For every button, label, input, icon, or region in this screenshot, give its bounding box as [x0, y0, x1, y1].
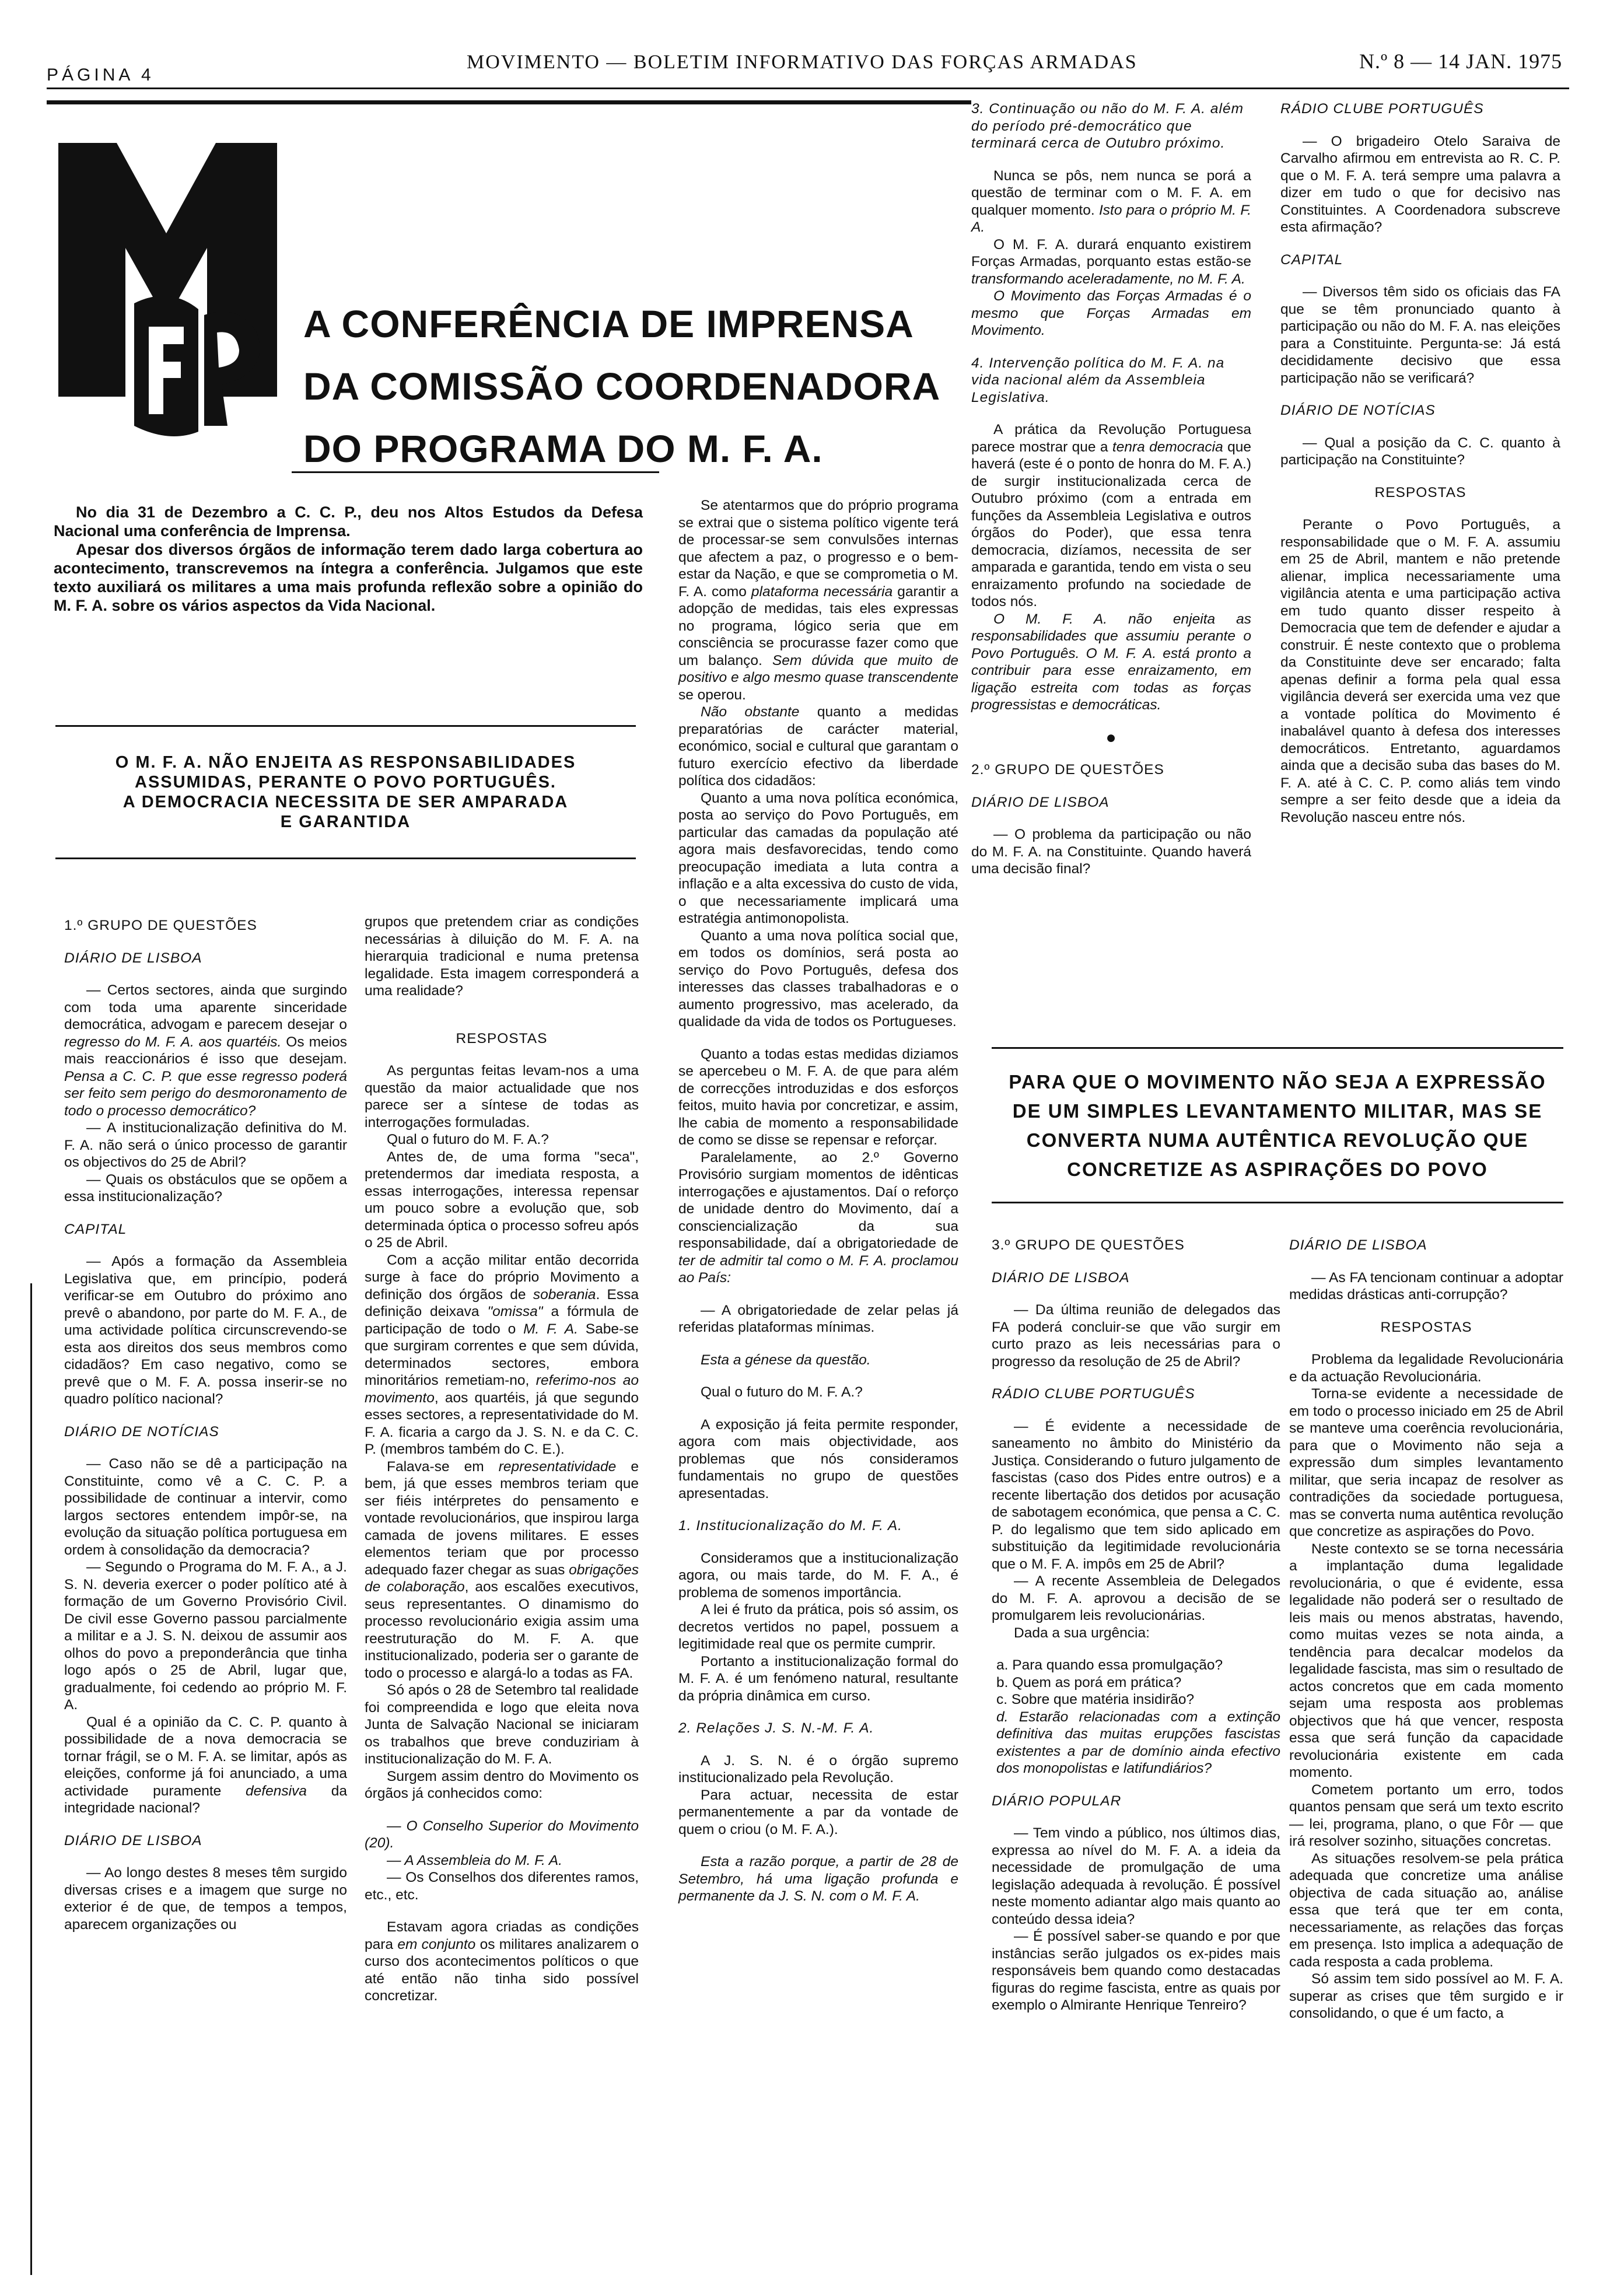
- text-run: A prática da Revolução Portuguesa parece mostrar que a: [971, 422, 1251, 455]
- source-diario-de-noticias: DIÁRIO DE NOTÍCIAS: [1280, 402, 1436, 418]
- question-paragraph: — A institucionalização definitiva do M. F. A. não será o único processo de garantir os objectivos do 25 de Abril?: [64, 1120, 347, 1170]
- lead-paragraph-2: Apesar dos diversos órgãos de informação terem dado larga cobertura ao acontecimento, transcrevemos na íntegra a conferência. Julgamos que este texto auxiliará os militares a uma mais profunda reflexão sobre a opinião do M. F. A. sobre os vários aspectos da Vida Nacional.: [54, 541, 643, 614]
- source-radio-clube-portugues: RÁDIO CLUBE PORTUGUÊS: [1280, 101, 1484, 117]
- answer-paragraph: Portanto a institucionalização formal do M. F. A. é um fenómeno natural, resultante da própria dinâmica em curso.: [678, 1653, 958, 1704]
- text-run: que haverá (este é o ponto de honra do M. F. A.) de surgir institucionalizada cerca de Outubro próximo (com a entrada em funções da Assembleia Legislativa e outros órgãos do Poder), que essa tenra democracia, dizíamos, necessita de ser amparada e garantida, tendo em vista o seu enraizamento profundo na sociedade de todos nós.: [971, 439, 1251, 610]
- text-run: Nunca se pôs, nem nunca se porá a questão de terminar com o M. F. A. em qualquer momento.: [971, 167, 1251, 218]
- text-run: Sabe-se que surgiram correntes e que sem dúvida, determinados sectores, embora minoritários remetiam-no,: [365, 1321, 639, 1388]
- question-paragraph: — É evidente a necessidade de saneamento no âmbito do Ministério da Justiça. Considerando o futuro julgamento de fascistas (caso dos Pides entre outros) e a recente libertação dos detidos por acusação de sabotagem económica, que pensa a C. C. P. do legalismo que tem sido aplicado em substituição da legitimidade revolucionária que o M. F. A. impôs em 25 de Abril?: [992, 1418, 1280, 1572]
- text-run-italic: tenra democracia: [1112, 439, 1223, 455]
- text-run: Se atentarmos que do próprio programa se extrai que o sistema político vigente terá de processar-se sem convulsões internas que afectem a paz, o progresso e o bem-estar da Nação, e que se comprometia o M. F. A. como: [678, 498, 958, 600]
- answer-paragraph: Quanto a uma nova política económica, posta ao serviço do Povo Português, em particular das camadas da população até agora mais desfavorecidas, tendo como preocupação imediata a luta contra a inflação e a alta excessiva do custo de vida, o que necessariamente implicará uma estratégia antimonopolista.: [678, 790, 958, 926]
- list-item: — O Conselho Superior do Movimento (20).: [365, 1818, 639, 1851]
- title-under-rule: [292, 471, 659, 473]
- text-run-italic: Isto para o próprio M. F. A.: [971, 202, 1252, 235]
- answer-paragraph: Neste contexto se se torna necessária a implantação duma legalidade revolucionária, o que é evidente, essa legalidade não poderá ser o resultado de leis mais ou menos abstratas, havendo, como muitas vezes se nota ainda, a tendência para decalcar modelos da legalidade fascista, mas sim o resultado de actos concretos que em cada momento sejam uma resposta aos problemas objectivos que há que vencer, resposta essa que será função da capacidade revolucionária existente em cada momento.: [1289, 1541, 1563, 1780]
- answer-paragraph: Cometem portanto um erro, todos quantos pensam que será um texto escrito — lei, programa, plano, o que Fôr — que irá resolver sozinho, situações concretas.: [1289, 1782, 1563, 1849]
- responses-heading: RESPOSTAS: [1374, 484, 1466, 501]
- masthead-rule: [47, 88, 1569, 89]
- text-run: Falava-se em: [387, 1458, 499, 1475]
- list-item: b. Quem as porá em prática?: [996, 1674, 1182, 1690]
- left-border-line: [30, 1283, 32, 2275]
- text-run: Qual é a opinião da C. C. P. quanto à possibilidade de a nova democracia se tornar frágil, se o M. F. A. se limitar, após as eleições, conforme já foi anunciado, a uma actividade puramente: [64, 1714, 347, 1799]
- answer-paragraph: Torna-se evidente a necessidade de em todo o processo iniciado em 25 de Abril se manteve uma coerência revolucionária, para que o Movimento não seja a expressão dum simples levantamento militar, que seria incapaz de resolver as contradições da sociedade portuguesa, mas se converta numa autêntica revolução que concretize as aspirações do Povo.: [1289, 1386, 1563, 1539]
- text-run: , aos quartéis, já que segundo esses sectores, a representatividade do M. F. A. ficaria a cargo da J. S. N. e da C. C. P. (membros também do C. E.).: [365, 1390, 639, 1457]
- text-run-italic: transformando aceleradamente, no M. F. A.: [971, 271, 1245, 287]
- question-paragraph: — Quais os obstáculos que se opõem a essa institucionalização?: [64, 1171, 347, 1205]
- highlight-line-1: PARA QUE O MOVIMENTO NÃO SEJA A EXPRESSÃO: [1009, 1071, 1546, 1093]
- section-heading: 4. Intervenção política do M. F. A. na vida nacional além da Assembleia Legislativa.: [971, 355, 1225, 405]
- answer-paragraph: Antes de, de uma forma "seca", pretendermos dar imediata resposta, a essas interrogações, interessa repensar um pouco sobre a evolução que, sob determinada óptica o processo sofreu após o 25 de Abril.: [365, 1149, 639, 1251]
- question-paragraph: — Ao longo destes 8 meses têm surgido diversas crises e a imagem que surge no exterior é de que, de tempos a tempos, aparecem organizações ou: [64, 1865, 347, 1933]
- answer-paragraph: [971, 236, 1251, 288]
- source-diario-popular: DIÁRIO POPULAR: [992, 1793, 1122, 1809]
- answer-paragraph: Problema da legalidade Revolucionária e da actuação Revolucionária.: [1289, 1352, 1563, 1385]
- source-diario-de-lisboa: DIÁRIO DE LISBOA: [971, 794, 1110, 810]
- lead-divider-top: [55, 725, 636, 727]
- answer-paragraph: O M. F. A. não enjeita as responsabilidades que assumiu perante o Povo Português. O M. F. A. está pronto a contribuir para esse enraizamento, em ligação estreita com todas as forças progressistas e democráticas.: [971, 611, 1251, 713]
- text-run: garantir a adopção de medidas, tais eles expressas no programa, lógico seria que em consciência se procurasse fazer como que um balanço.: [678, 583, 959, 668]
- text-run-italic: regresso do M. F. A. aos quartéis.: [64, 1034, 282, 1050]
- answer-paragraph: Surgem assim dentro do Movimento os órgãos já conhecidos como:: [365, 1768, 639, 1801]
- answer-paragraph: O Movimento das Forças Armadas é o mesmo que Forças Armadas em Movimento.: [971, 288, 1251, 338]
- answer-paragraph: Quanto a uma nova política social que, em todos os domínios, será posta ao serviço do Povo Português, defesa dos interesses das classes trabalhadoras e o aumento progressivo, mas acelerado, da qualidade da vida de todos os Portugueses.: [678, 928, 958, 1030]
- column-5: [1280, 100, 1560, 826]
- source-capital: CAPITAL: [1280, 251, 1343, 268]
- text-run-italic: plataforma necessária: [751, 583, 893, 600]
- text-run: — Certos sectores, ainda que surgindo com toda uma aparente sinceridade democrática, advogam e parecem desejar o: [64, 982, 347, 1032]
- article-title-line-2: DA COMISSÃO COORDENADORA: [303, 365, 941, 408]
- question-paragraph: [64, 982, 347, 1119]
- text-run-italic: "omissa": [487, 1304, 543, 1320]
- answer-paragraph: Perante o Povo Português, a responsabilidade que o M. F. A. assumiu em 25 de Abril, mantem e não pretende alienar, implica necessariamente uma vigilância atenta e uma participação activa em tudo quanto disser respeito à Democracia que tem de defender e ajudar a construir. É neste contexto que o problema da Constituinte deve ser encarado; falta apenas definir a forma pela qual essa vigilância deverá ser exercida uma vez que a vontade política do Movimento é inabalável quanto à defesa dos interesses democráticos. Entretanto, aguardamos ainda que a decisão suba das bases do M. F. A. até à C. C. P. como aliás tem vindo sempre a ser feito desde que a ideia da Revolução nasceu entre nós.: [1280, 517, 1560, 825]
- source-diario-de-lisboa: DIÁRIO DE LISBOA: [1289, 1237, 1427, 1253]
- text-run-italic: soberania: [533, 1286, 596, 1303]
- text-run-italic: Não obstante: [701, 704, 800, 720]
- answer-paragraph: [365, 1919, 639, 2005]
- source-capital: CAPITAL: [64, 1221, 127, 1237]
- answer-paragraph: [971, 167, 1251, 236]
- page-label: PÁGINA 4: [47, 65, 155, 85]
- text-run-italic: M. F. A.: [523, 1321, 578, 1337]
- text-run-italic: defensiva: [246, 1783, 307, 1799]
- publication-title: MOVIMENTO — BOLETIM INFORMATIVO DAS FORÇAS ARMADAS: [467, 51, 1138, 73]
- question-paragraph: — Segundo o Programa do M. F. A., a J. S. N. deveria exercer o poder político até à formação de um Governo Provisório Civil. De civil esse Governo passou parcialmente a militar e a J. S. N. deixou de assumir aos olhos do povo a preponderância que tinha logo após o 25 de Abril, lugar que, gradualmente, foi cedendo ao próprio M. F. A.: [64, 1559, 347, 1713]
- answer-paragraph: Esta a razão porque, a partir de 28 de Setembro, há uma ligação profunda e permanente da J. S. N. com o M. F. A.: [678, 1854, 958, 1904]
- article-subhead: [55, 752, 636, 832]
- subhead-line-4: E GARANTIDA: [280, 813, 411, 831]
- question-paragraph: — As FA tencionam continuar a adoptar medidas drásticas anti-corrupção?: [1289, 1269, 1563, 1303]
- highlight-line-2: DE UM SIMPLES LEVANTAMENTO MILITAR, MAS SE: [1012, 1100, 1543, 1122]
- question-paragraph: — É possível saber-se quando e por que instâncias serão julgados os ex-pides mais responsáveis bem quando como destacadas figuras do regime fascista, entre as quais por exemplo o Almirante Henrique Tenreiro?: [992, 1929, 1280, 2013]
- question-paragraph: — O problema da participação ou não do M. F. A. na Constituinte. Quando haverá uma decisão final?: [971, 827, 1251, 877]
- section-heading: 2. Relações J. S. N.-M. F. A.: [678, 1720, 874, 1736]
- responses-heading: RESPOSTAS: [456, 1030, 548, 1046]
- mfa-logo-graphic: [47, 128, 292, 443]
- highlight-heading: [992, 1068, 1563, 1184]
- question-paragraph: — Tem vindo a público, nos últimos dias, expressa ao nível do M. F. A. a ideia da necessidade de promulgação de uma legislação adequada à revolução. É possível neste momento adiantar algo mais quanto ao conteúdo dessa ideia?: [992, 1825, 1280, 1927]
- text-run: Estavam agora criadas as condições para: [365, 1919, 639, 1952]
- text-run-italic: referimo-nos ao movimento: [365, 1373, 639, 1406]
- article-title-line-1: A CONFERÊNCIA DE IMPRENSA: [303, 302, 914, 345]
- column-6: [992, 1237, 1280, 2014]
- subhead-line-2: ASSUMIDAS, PERANTE O POVO PORTUGUÊS.: [135, 773, 556, 792]
- list-item: — A Assembleia do M. F. A.: [387, 1852, 562, 1868]
- mfa-logo: [47, 128, 292, 443]
- answer-paragraph: Só após o 28 de Setembro tal realidade foi compreendida e logo que eleita nova Junta de Salvação Nacional se iniciaram os trabalhos que breve conduziriam à institucionalização do M. F. A.: [365, 1682, 639, 1767]
- answer-paragraph: Para actuar, necessita de estar permanentemente a par da vontade de quem o criou (o M. F. A.).: [678, 1787, 958, 1838]
- answer-paragraph: Quanto a todas estas medidas diziamos se apercebeu o M. F. A. de que para além de correcções introduzidas e dos esforços feitos, muito havia por concretizar, e assim, lhe cabia de momento a responsabilidade de como se disse se repensar e reforçar.: [678, 1046, 958, 1148]
- source-diario-de-lisboa: DIÁRIO DE LISBOA: [992, 1269, 1130, 1286]
- column-2: [365, 914, 639, 2005]
- highlight-line-4: CONCRETIZE AS ASPIRAÇÕES DO POVO: [1067, 1158, 1488, 1180]
- lead-paragraph-1: No dia 31 de Dezembro a C. C. P., deu nos Altos Estudos da Defesa Nacional uma conferência de Imprensa.: [54, 503, 643, 540]
- article-lead: [54, 503, 643, 615]
- box-bottom-rule: [992, 1202, 1563, 1203]
- question-paragraph: — Caso não se dê a participação na Constituinte, como vê a C. C. P. a possibilidade de continuar a intervir, como largos sectores entendem impôr-se, na evolução da situação política portuguesa em ordem à consolidação da democracia?: [64, 1456, 347, 1558]
- text-run-italic: ter de admitir tal como o M. F. A. proclamou ao País:: [678, 1252, 958, 1286]
- text-run: e bem, já que esses membros teriam que ser fiéis intérpretes do pensamento e vontade revolucionários, que inspirou larga camada de jovens militares. E esses elementos teriam que por processo adequado fazer chegar as suas: [365, 1458, 639, 1578]
- source-radio-clube-portugues: RÁDIO CLUBE PORTUGUÊS: [992, 1386, 1195, 1402]
- list-item: a. Para quando essa promulgação?: [996, 1657, 1223, 1673]
- question-paragraph: — O brigadeiro Otelo Saraiva de Carvalho afirmou em entrevista ao R. C. P. que o M. F. A. terá sempre uma palavra a dizer em tudo o que for decisivo nas Constituintes. A Coordenadora subscreve esta afirmação?: [1280, 133, 1560, 235]
- list-item: — Os Conselhos dos diferentes ramos, etc., etc.: [365, 1870, 639, 1903]
- header-thick-rule: [47, 100, 971, 104]
- text-run: , aos escalões executivos, seus representantes. O dinamismo do processo revolucionário exigia assim uma reestruturação do M. F. A. que institucionalizado, poderia ser o garante de todo o processo e alargá-lo a todas as FA.: [365, 1579, 639, 1681]
- text-run: Com a acção militar então decorrida surge à face do próprio Movimento a definição dos órgãos de: [365, 1252, 639, 1303]
- subhead-divider-bottom: [55, 858, 636, 859]
- text-run: Paralelamente, ao 2.º Governo Provisório surgiam momentos de idênticas interrogações e ajustamentos. Daí o reforço de unidade dentro do Movimento, daí a consciencialização da sua responsabilidade, daí a obrigatoriedade de: [678, 1149, 958, 1251]
- article-title-line-3: DO PROGRAMA DO M. F. A.: [303, 427, 823, 470]
- question-paragraph: — Diversos têm sido os oficiais das FA que se têm pronunciado quanto à participação ou não do M. F. A. nas eleições para a Constituinte. Pergunta-se: Já está decididamente decisivo que essa participação não se verificará?: [1280, 284, 1560, 386]
- text-run-italic: obrigações de colaboração: [365, 1562, 639, 1595]
- answer-paragraph: [678, 704, 958, 790]
- answer-paragraph: [971, 421, 1251, 611]
- text-run-italic: Pensa a C. C. P. que esse regresso poderá ser feito sem perigo do desmoronamento de todo o processo democrático?: [64, 1068, 347, 1119]
- group-2-heading: 2.º GRUPO DE QUESTÕES: [971, 762, 1164, 778]
- text-run: os militares analizarem o curso dos acontecimentos políticos o que até então não tinha sido possível concretizar.: [365, 1936, 639, 2004]
- box-top-rule: [992, 1047, 1563, 1049]
- answer-paragraph: A lei é fruto da prática, pois só assim, os decretos vertidos no papel, possuem a legitimidade real que os permite cumprir.: [678, 1602, 958, 1652]
- column-7: [1289, 1237, 1563, 2022]
- answer-paragraph: Consideramos que a institucionalização agora, ou mais tarde, do M. F. A., é problema de somenos importância.: [678, 1550, 958, 1601]
- answer-paragraph: grupos que pretendem criar as condições necessárias à diluição do M. F. A. na hierarquia tradicional e numa pretensa legalidade. Esta imagem corresponderá a uma realidade?: [365, 914, 639, 999]
- answer-paragraph: [365, 1252, 639, 1458]
- text-run: O M. F. A. durará enquanto existirem Forças Armadas, porquanto estas estão-se: [971, 236, 1251, 270]
- text-run: quanto a medidas preparatórias de carácter material, económico, social e cultural que garantam o futuro exercício efectivo da liberdade política dos cidadãos:: [678, 704, 959, 789]
- question-paragraph: — Da última reunião de delegados das FA poderá concluir-se que vão surgir em curto prazo as leis necessárias para o progresso da resolução de 25 de Abril?: [992, 1302, 1280, 1370]
- question-paragraph: — Qual a posição da C. C. quanto à participação na Constituinte?: [1280, 435, 1560, 468]
- list-item: c. Sobre que matéria insidirão?: [996, 1692, 1195, 1707]
- source-diario-de-noticias: DIÁRIO DE NOTÍCIAS: [64, 1423, 219, 1440]
- answer-paragraph: Qual o futuro do M. F. A.?: [387, 1132, 549, 1147]
- subhead-line-3: A DEMOCRACIA NECESSITA DE SER AMPARADA: [123, 793, 569, 811]
- section-heading: 1. Institucionalização do M. F. A.: [678, 1518, 902, 1534]
- answer-paragraph: Esta a génese da questão.: [701, 1352, 871, 1368]
- text-run: a fórmula de participação de todo o: [365, 1304, 639, 1337]
- column-4: [971, 100, 1251, 878]
- question-paragraph: — A recente Assembleia de Delegados do M. F. A. aprovou a decisão de se promulgarem leis revolucionárias.: [992, 1573, 1280, 1623]
- answer-paragraph: Qual o futuro do M. F. A.?: [701, 1384, 863, 1400]
- group-3-heading: 3.º GRUPO DE QUESTÕES: [992, 1237, 1185, 1253]
- text-run-italic: Sem dúvida que muito de positivo e algo mesmo quase transcendente: [678, 652, 958, 685]
- text-run: se operou.: [678, 687, 746, 703]
- section-heading: 3. Continuação ou não do M. F. A. além do período pré-democrático que terminará cerca de Outubro próximo.: [971, 101, 1244, 151]
- highlight-line-3: CONVERTA NUMA AUTÊNTICA REVOLUÇÃO QUE: [1026, 1129, 1529, 1151]
- answer-paragraph: As situações resolvem-se pela prática adequada que concretize uma análise objectiva de cada situação ao, análise essa que terá que ter em conta, necessariamente, as relações das forças em presença. Isto implica a adequação de cada resposta a cada problema.: [1289, 1850, 1563, 1970]
- source-diario-de-lisboa: DIÁRIO DE LISBOA: [64, 950, 202, 966]
- text-run-italic: representatividade: [498, 1458, 617, 1475]
- answer-paragraph: [365, 1458, 639, 1682]
- question-paragraph: Dada a sua urgência:: [1014, 1625, 1150, 1641]
- answer-paragraph: A J. S. N. é o órgão supremo institucionalizado pela Revolução.: [678, 1752, 958, 1786]
- question-paragraph: [64, 1714, 347, 1817]
- bullet-separator: ●: [1105, 727, 1117, 747]
- answer-paragraph: [678, 1149, 958, 1287]
- list-item: d. Estarão relacionadas com a extinção definitiva das muitas erupções fascistas existentes a par de domínio ainda efectivo dos monopolistas e latifundiários?: [996, 1709, 1280, 1776]
- answer-paragraph: As perguntas feitas levam-nos a uma questão da maior actualidade que nos parece ser a síntese de todas as interrogações formuladas.: [365, 1063, 639, 1130]
- text-run-italic: em conjunto: [397, 1936, 476, 1952]
- column-1: [64, 917, 347, 1933]
- question-paragraph: — Após a formação da Assembleia Legislativa que, em princípio, poderá verificar-se em Outubro do próximo ano prevê o abandono, por parte do M. F. A., de uma actividade política circunscrevendo-se esta aos direitos dos seus membros como cidadãos? Em caso negativo, como se prevê que o M. F. A. possa inserir-se no quadro político nacional?: [64, 1254, 347, 1407]
- answer-paragraph: [678, 497, 958, 704]
- responses-heading: RESPOSTAS: [1380, 1319, 1472, 1335]
- text-run: da integridade nacional?: [64, 1783, 347, 1816]
- answer-paragraph: A exposição já feita permite responder, agora com mais objectividade, aos problemas que nós consideramos fundamentais no grupo de questões apresentadas.: [678, 1416, 958, 1502]
- text-run: Os meios mais reaccionários é isso que desejam.: [64, 1034, 347, 1067]
- issue-date: N.º 8 — 14 JAN. 1975: [1359, 50, 1563, 73]
- text-run: . Essa definição deixava: [365, 1286, 639, 1320]
- answer-paragraph: Só assim tem sido possível ao M. F. A. superar as crises que têm surgido e ir consolidando, o que é um facto, a: [1289, 1971, 1563, 2021]
- source-diario-de-lisboa: DIÁRIO DE LISBOA: [64, 1832, 202, 1849]
- answer-paragraph: — A obrigatoriedade de zelar pelas já referidas plataformas mínimas.: [678, 1302, 958, 1335]
- group-1-heading: 1.º GRUPO DE QUESTÕES: [64, 918, 257, 933]
- column-3: [678, 497, 958, 1905]
- subhead-line-1: O M. F. A. NÃO ENJEITA AS RESPONSABILIDADES: [115, 753, 576, 772]
